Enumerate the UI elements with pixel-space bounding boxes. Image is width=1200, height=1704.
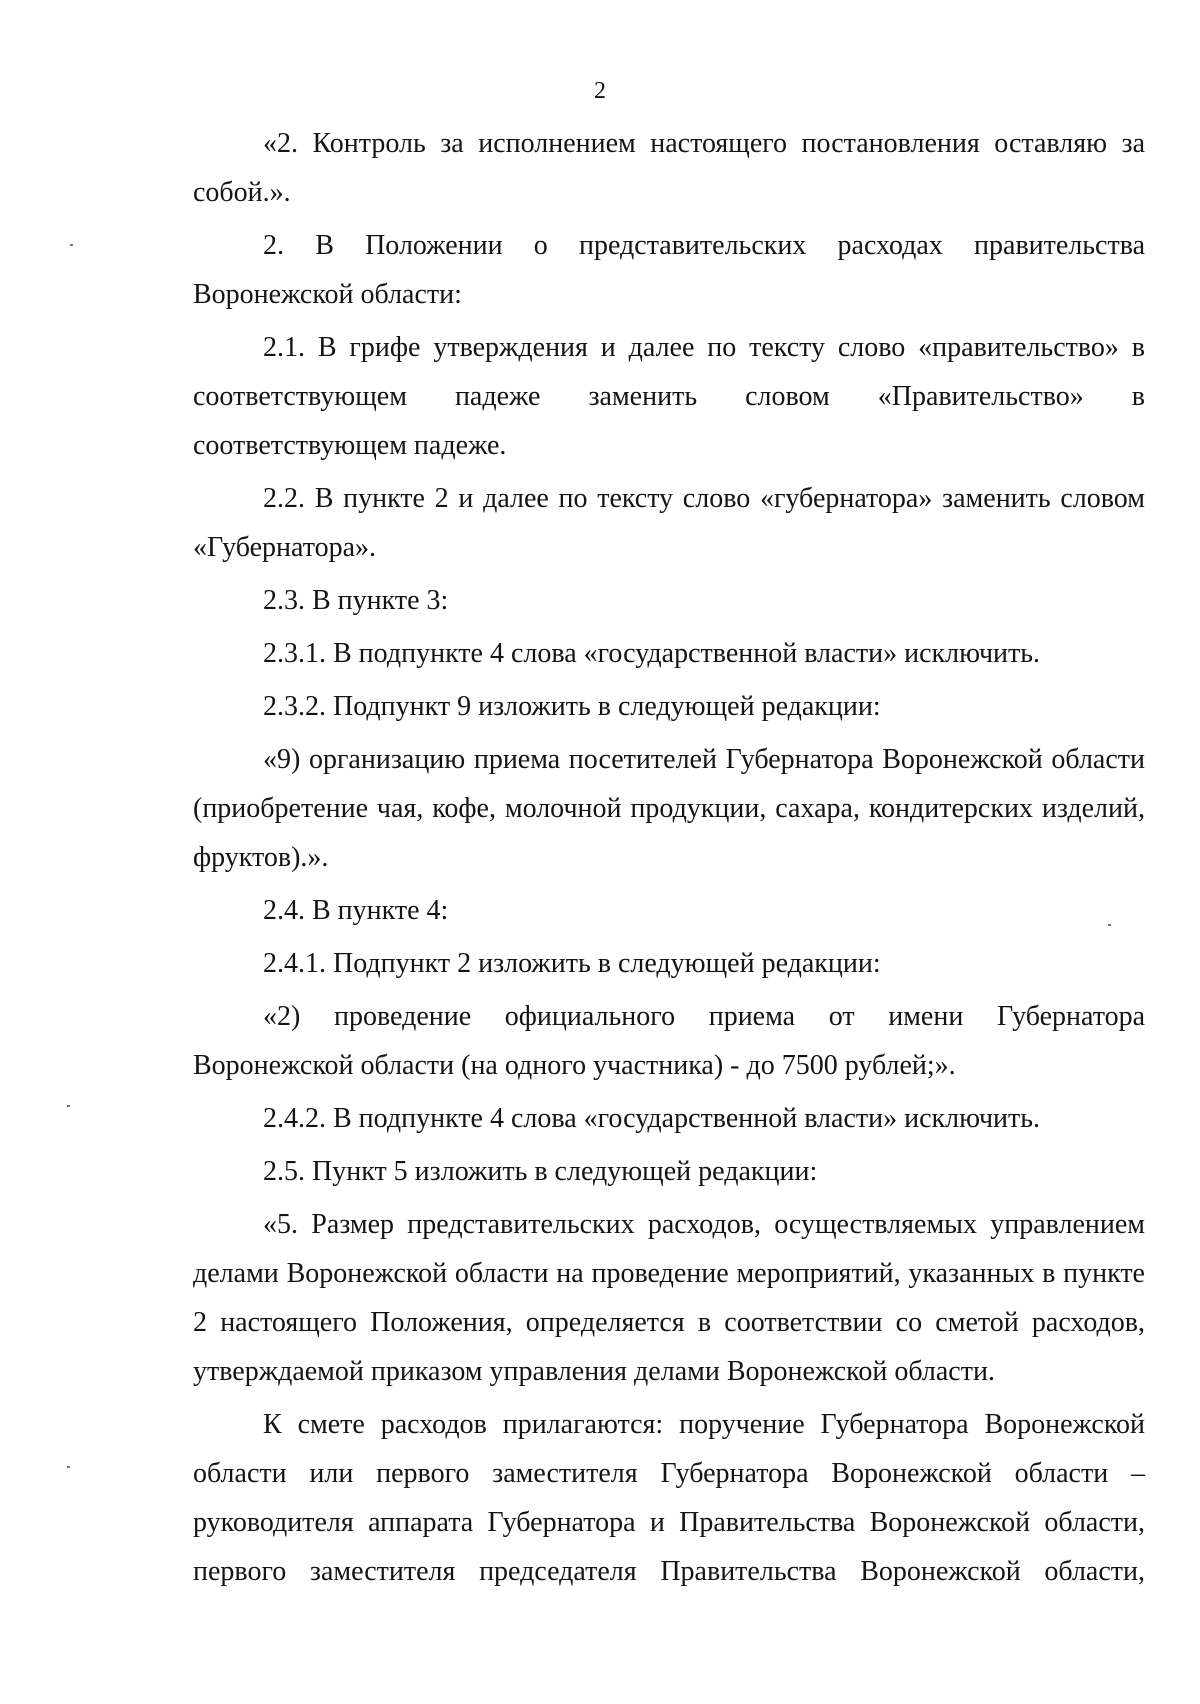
paragraph: 2.1. В грифе утверждения и далее по тексту слово «правительство» в соответствующем падеже заменить словом «Правительство» в соответствующем падеже. — [193, 332, 1145, 461]
scan-mark — [70, 244, 73, 246]
paragraph: 2.3.1. В подпункте 4 слова «государственной власти» исключить. — [263, 638, 1041, 669]
paragraph: К смете расходов прилагаются: поручение Губернатора Воронежской области или первого заместителя Губернатора Воронежской области – руководителя аппарата Губернатора и Правительства Воронежской области, первого заместителя председателя Правительства Воронежской области, — [193, 1409, 1145, 1587]
paragraph: 2.3. В пункте 3: — [263, 585, 449, 616]
paragraph: 2.4.2. В подпункте 4 слова «государственной власти» исключить. — [263, 1103, 1041, 1134]
paragraph: 2.5. Пункт 5 изложить в следующей редакции: — [263, 1156, 818, 1187]
paragraph: 2.4. В пункте 4: — [263, 895, 449, 926]
paragraph: 2.3.2. Подпункт 9 изложить в следующей редакции: — [263, 691, 881, 722]
paragraph: 2.4.1. Подпункт 2 изложить в следующей редакции: — [263, 948, 881, 979]
paragraph: «5. Размер представительских расходов, осуществляемых управлением делами Воронежской области на проведение мероприятий, указанных в пункте 2 настоящего Положения, определяется в соответствии со сметой расходов, утверждаемой приказом управления делами Воронежской области. — [193, 1209, 1145, 1387]
scan-mark — [1108, 924, 1111, 926]
paragraph: 2.2. В пункте 2 и далее по тексту слово «губернатора» заменить словом «Губернатора». — [193, 483, 1145, 563]
paragraph: «2) проведение официального приема от имени Губернатора Воронежской области (на одного участника) - до 7500 рублей;». — [193, 1001, 1145, 1081]
paragraph: «9) организацию приема посетителей Губернатора Воронежской области (приобретение чая, кофе, молочной продукции, сахара, кондитерских изделий, фруктов).». — [193, 744, 1145, 873]
paragraph: «2. Контроль за исполнением настоящего постановления оставляю за собой.». — [193, 128, 1145, 208]
page-number: 2 — [594, 78, 606, 104]
scan-mark — [67, 1105, 70, 1107]
document-body — [193, 119, 1145, 1596]
paragraph: 2. В Положении о представительских расходах правительства Воронежской области: — [193, 230, 1145, 310]
scan-mark — [67, 1466, 70, 1468]
